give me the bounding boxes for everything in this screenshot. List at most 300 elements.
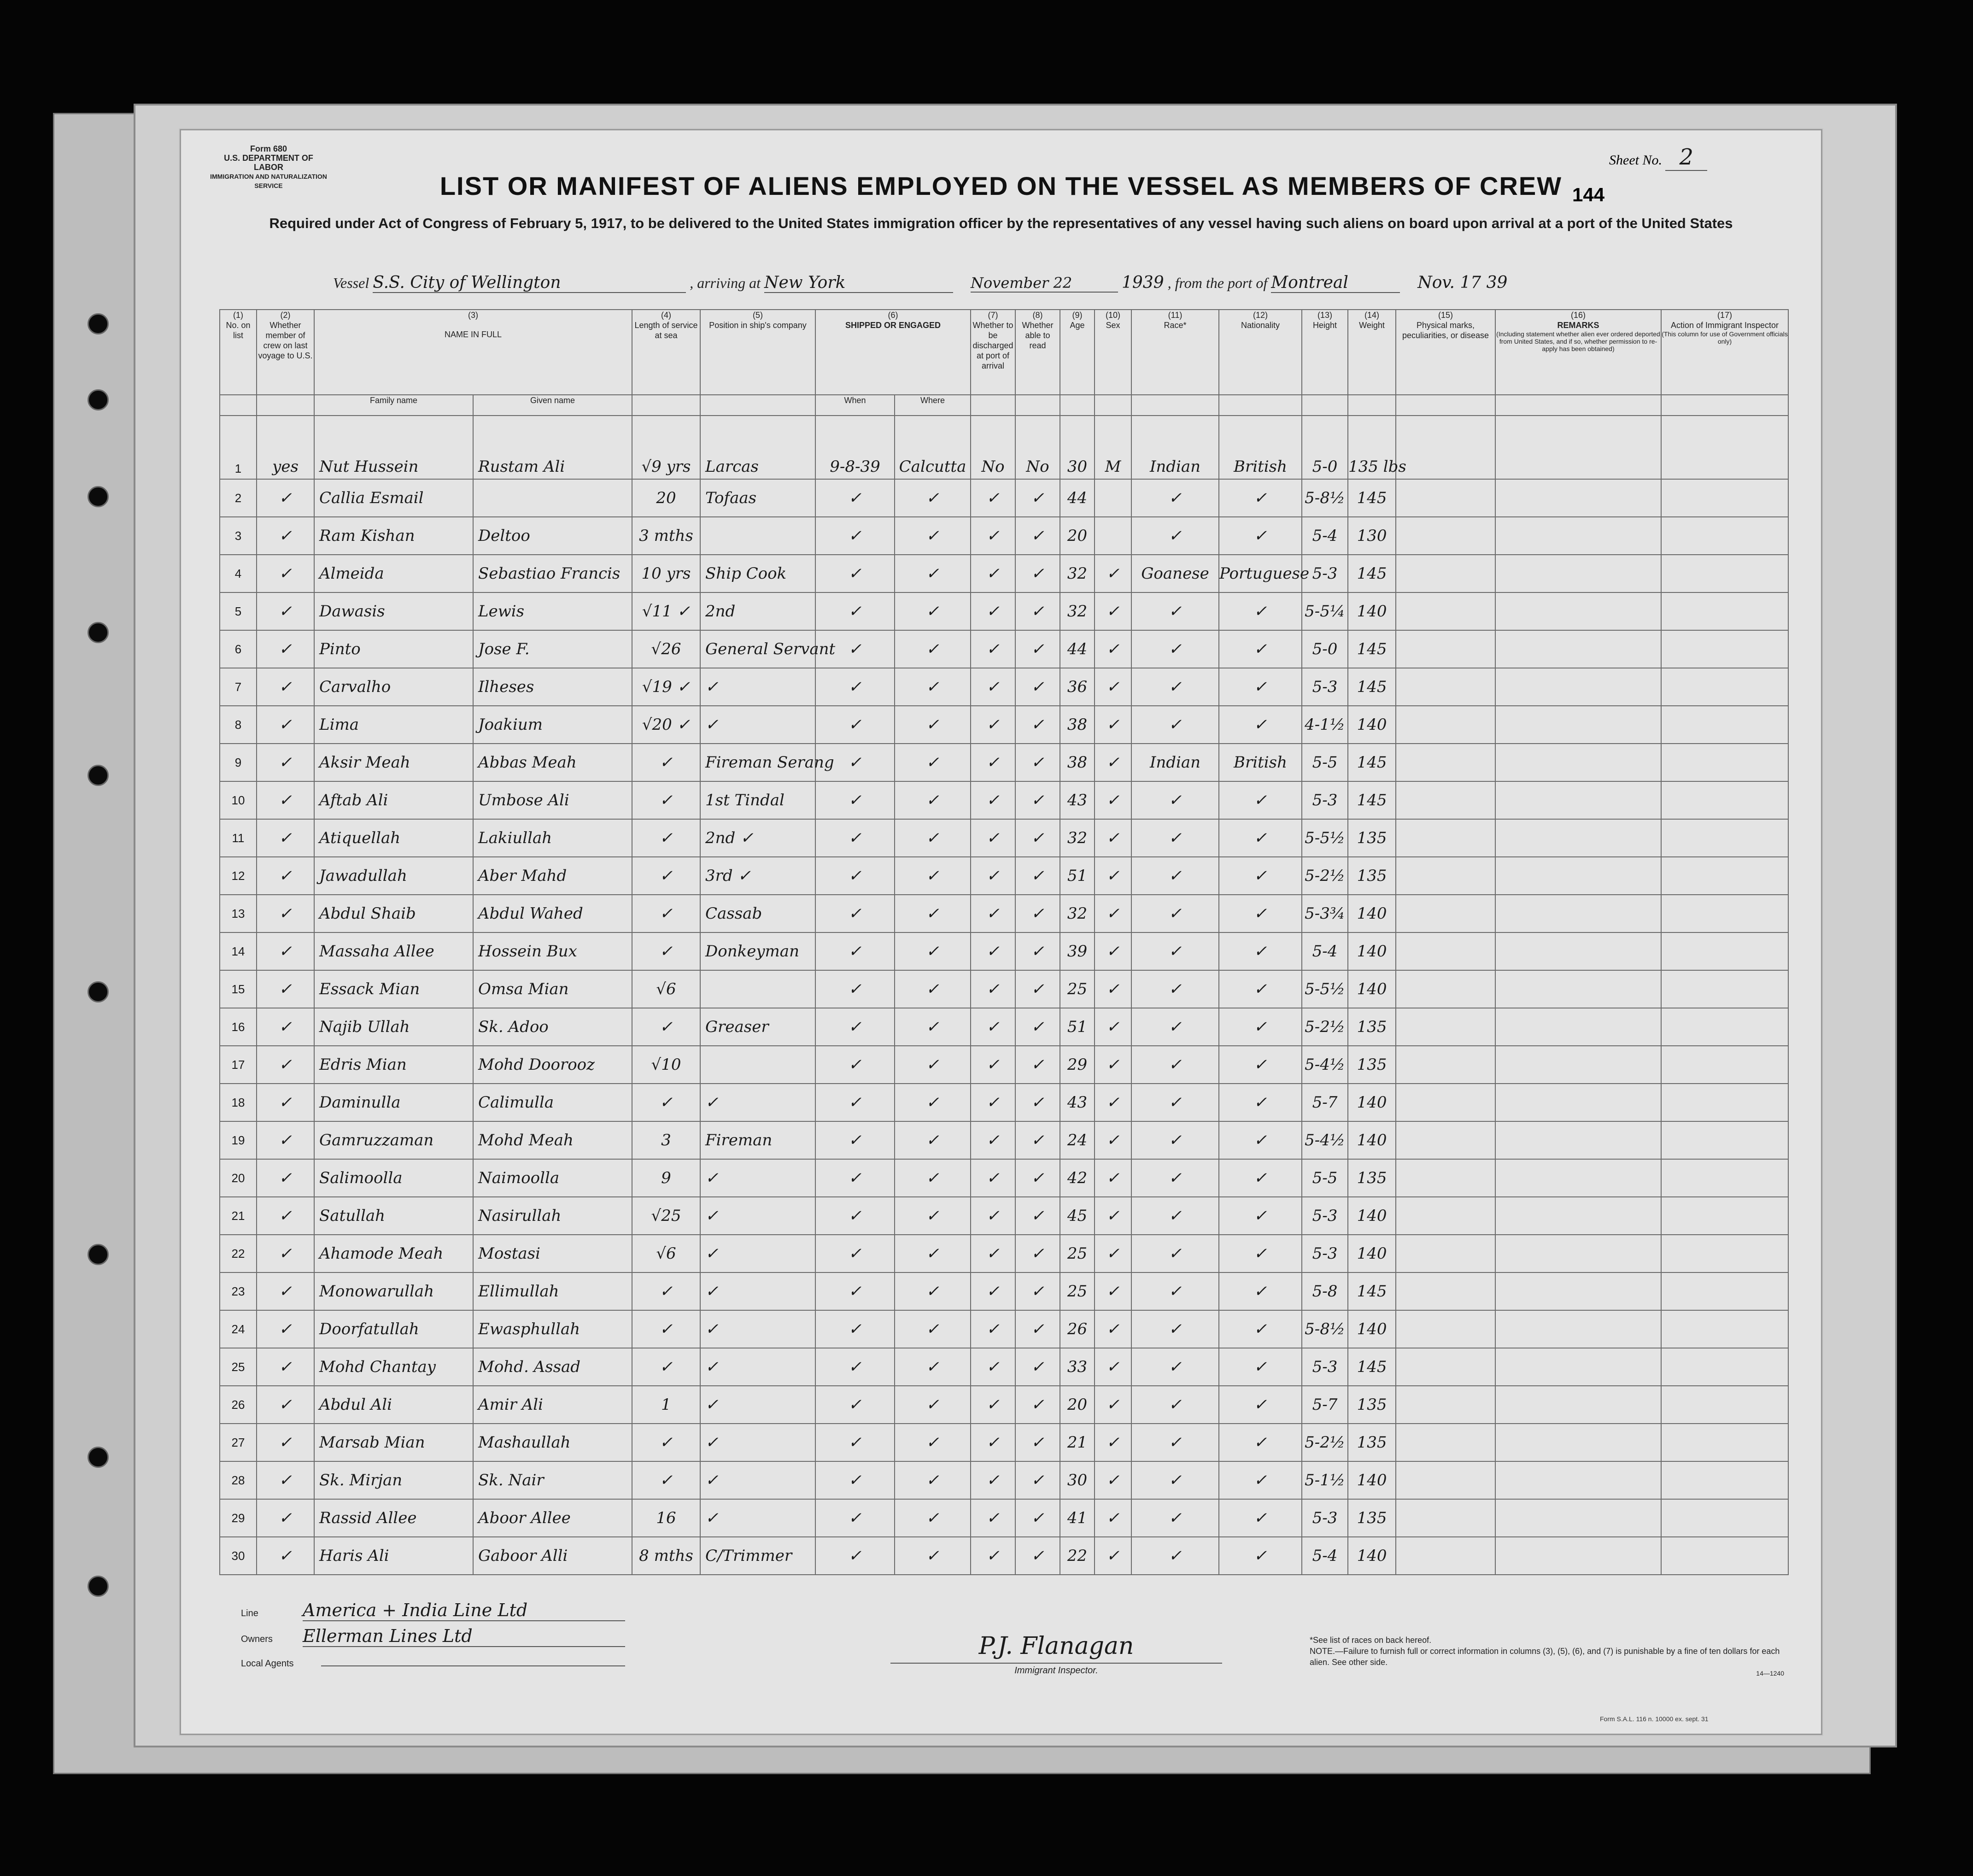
cell-nat: ✓ — [1219, 1499, 1302, 1537]
table-row — [220, 1348, 1788, 1386]
cell-read: ✓ — [1015, 630, 1060, 668]
cell-height: 5-2½ — [1302, 857, 1348, 895]
cell-prev: ✓ — [257, 895, 314, 932]
cell-read: ✓ — [1015, 819, 1060, 857]
cell-where: ✓ — [895, 819, 971, 857]
cell-age: 32 — [1060, 555, 1095, 592]
cell-nat: ✓ — [1219, 630, 1302, 668]
cell-given: Calimulla — [473, 1084, 632, 1121]
cell-height: 5-5½ — [1302, 970, 1348, 1008]
cell-service: 9 — [632, 1159, 700, 1197]
cell-sex: ✓ — [1095, 895, 1131, 932]
cell-family: Carvalho — [314, 668, 473, 706]
cell-age: 25 — [1060, 1272, 1095, 1310]
cell-where: Calcutta — [895, 416, 971, 479]
cell-family: Haris Ali — [314, 1537, 473, 1575]
table-row — [220, 970, 1788, 1008]
cell-sex: ✓ — [1095, 592, 1131, 630]
cell-height: 5-3 — [1302, 1348, 1348, 1386]
cell-where: ✓ — [895, 592, 971, 630]
cell-empty — [1495, 1084, 1661, 1121]
cell-prev: ✓ — [257, 970, 314, 1008]
cell-family: Gamruzzaman — [314, 1121, 473, 1159]
col-header-weight: (14) Weight — [1348, 310, 1396, 395]
local-agents-label: Local Agents — [241, 1659, 294, 1669]
line-value: America + India Line Ltd — [303, 1600, 625, 1621]
cell-when: ✓ — [815, 668, 895, 706]
cell-prev: ✓ — [257, 1424, 314, 1461]
cell-empty — [1396, 1424, 1495, 1461]
cell-n: 21 — [220, 1197, 257, 1235]
cell-disch: ✓ — [971, 1499, 1015, 1537]
cell-given: Ewasphullah — [473, 1310, 632, 1348]
cell-position: ✓ — [700, 1499, 815, 1537]
cell-when: ✓ — [815, 479, 895, 517]
cell-disch: ✓ — [971, 819, 1015, 857]
cell-disch: ✓ — [971, 1386, 1015, 1424]
cell-empty — [1661, 517, 1788, 555]
cell-empty — [1396, 479, 1495, 517]
cell-nat: ✓ — [1219, 1046, 1302, 1084]
cell-weight: 140 — [1348, 1084, 1396, 1121]
cell-when: ✓ — [815, 1046, 895, 1084]
cell-position: Greaser — [700, 1008, 815, 1046]
cell-where: ✓ — [895, 1537, 971, 1575]
cell-race: ✓ — [1131, 1461, 1219, 1499]
cell-where: ✓ — [895, 781, 971, 819]
col-header-physical-marks: (15) Physical marks, peculiarities, or disease — [1396, 310, 1495, 395]
cell-sex: ✓ — [1095, 1121, 1131, 1159]
cell-where: ✓ — [895, 1121, 971, 1159]
cell-weight: 140 — [1348, 706, 1396, 744]
cell-service: √10 — [632, 1046, 700, 1084]
cell-sex: ✓ — [1095, 1386, 1131, 1424]
cell-sex: ✓ — [1095, 668, 1131, 706]
cell-read: ✓ — [1015, 517, 1060, 555]
binder-hole — [88, 313, 109, 334]
cell-empty — [1495, 1461, 1661, 1499]
cell-sex: ✓ — [1095, 555, 1131, 592]
arriving-port: New York — [764, 273, 953, 293]
cell-nat: ✓ — [1219, 819, 1302, 857]
owners-value: Ellerman Lines Ltd — [303, 1626, 625, 1647]
form-title: LIST OR MANIFEST OF ALIENS EMPLOYED ON THE VESSEL AS MEMBERS OF CREW — [439, 171, 1563, 200]
cell-age: 30 — [1060, 1461, 1095, 1499]
cell-weight: 140 — [1348, 592, 1396, 630]
cell-empty — [1495, 1424, 1661, 1461]
cell-where: ✓ — [895, 1046, 971, 1084]
cell-family: Dawasis — [314, 592, 473, 630]
cell-empty — [1396, 1461, 1495, 1499]
cell-height: 5-3 — [1302, 1499, 1348, 1537]
cell-read: ✓ — [1015, 706, 1060, 744]
binder-hole — [88, 622, 109, 643]
cell-race: ✓ — [1131, 857, 1219, 895]
cell-sex: ✓ — [1095, 1499, 1131, 1537]
cell-empty — [1396, 970, 1495, 1008]
cell-height: 5-3 — [1302, 1235, 1348, 1272]
cell-disch: ✓ — [971, 1121, 1015, 1159]
cell-age: 21 — [1060, 1424, 1095, 1461]
cell-disch: ✓ — [971, 1272, 1015, 1310]
cell-empty — [1661, 1159, 1788, 1197]
cell-nat: ✓ — [1219, 1537, 1302, 1575]
col-header-remarks: (16) REMARKS (Including statement whether alien ever ordered deported from United States, and if so, whether permission to re-apply has been obtained) — [1495, 310, 1661, 395]
cell-read: ✓ — [1015, 932, 1060, 970]
cell-empty — [1661, 479, 1788, 517]
cell-prev: ✓ — [257, 1537, 314, 1575]
table-row — [220, 1310, 1788, 1348]
cell-empty — [1396, 1159, 1495, 1197]
binder-hole — [88, 765, 109, 786]
cell-where: ✓ — [895, 1348, 971, 1386]
cell-sex: ✓ — [1095, 1348, 1131, 1386]
form-number: Form 680 — [250, 144, 287, 153]
cell-family: Massaha Allee — [314, 932, 473, 970]
cell-empty — [1661, 1424, 1788, 1461]
sheet-label: Sheet No. — [1609, 152, 1662, 168]
cell-n: 23 — [220, 1272, 257, 1310]
cell-age: 25 — [1060, 970, 1095, 1008]
cell-sex: ✓ — [1095, 1537, 1131, 1575]
cell-given: Aboor Allee — [473, 1499, 632, 1537]
cell-when: 9-8-39 — [815, 416, 895, 479]
col-header-family-name: Family name — [314, 395, 473, 416]
cell-nat: British — [1219, 744, 1302, 781]
cell-nat: ✓ — [1219, 1084, 1302, 1121]
cell-when: ✓ — [815, 1197, 895, 1235]
cell-when: ✓ — [815, 630, 895, 668]
cell-where: ✓ — [895, 706, 971, 744]
cell-race: ✓ — [1131, 819, 1219, 857]
cell-n: 27 — [220, 1424, 257, 1461]
cell-where: ✓ — [895, 1197, 971, 1235]
footer-line-info — [241, 1600, 794, 1677]
cell-read: ✓ — [1015, 781, 1060, 819]
cell-sex: ✓ — [1095, 932, 1131, 970]
cell-prev: ✓ — [257, 1235, 314, 1272]
cell-race: ✓ — [1131, 1046, 1219, 1084]
cell-weight: 130 — [1348, 517, 1396, 555]
cell-empty — [1495, 895, 1661, 932]
cell-empty — [1396, 1197, 1495, 1235]
cell-empty — [1661, 1235, 1788, 1272]
cell-empty — [1495, 592, 1661, 630]
cell-sex: ✓ — [1095, 819, 1131, 857]
cell-disch: ✓ — [971, 744, 1015, 781]
cell-empty — [1661, 668, 1788, 706]
cell-n: 1 — [220, 416, 257, 479]
cell-empty — [1396, 1272, 1495, 1310]
cell-position: ✓ — [700, 1235, 815, 1272]
cell-n: 14 — [220, 932, 257, 970]
sheet-number-area — [1609, 144, 1707, 170]
cell-empty — [1495, 744, 1661, 781]
cell-empty — [1495, 1310, 1661, 1348]
cell-given: Aber Mahd — [473, 857, 632, 895]
cell-height: 5-4 — [1302, 517, 1348, 555]
cell-height: 5-5 — [1302, 744, 1348, 781]
cell-service: 1 — [632, 1386, 700, 1424]
cell-position: ✓ — [700, 668, 815, 706]
cell-sex: ✓ — [1095, 630, 1131, 668]
cell-service: ✓ — [632, 744, 700, 781]
departure-date: Nov. 17 39 — [1417, 273, 1508, 292]
cell-empty — [1661, 1121, 1788, 1159]
cell-empty — [1495, 668, 1661, 706]
cell-when: ✓ — [815, 895, 895, 932]
cell-height: 5-1½ — [1302, 1461, 1348, 1499]
cell-read: ✓ — [1015, 1272, 1060, 1310]
col-header-height: (13) Height — [1302, 310, 1348, 395]
cell-disch: ✓ — [971, 668, 1015, 706]
cell-prev: ✓ — [257, 744, 314, 781]
cell-service: 8 mths — [632, 1537, 700, 1575]
table-row — [220, 706, 1788, 744]
cell-weight: 140 — [1348, 1310, 1396, 1348]
cell-prev: ✓ — [257, 932, 314, 970]
cell-where: ✓ — [895, 1272, 971, 1310]
cell-height: 5-7 — [1302, 1084, 1348, 1121]
cell-disch: ✓ — [971, 1159, 1015, 1197]
table-row — [220, 1121, 1788, 1159]
cell-position — [700, 970, 815, 1008]
cell-empty — [1396, 1348, 1495, 1386]
cell-position: Tofaas — [700, 479, 815, 517]
col-header-given-name: Given name — [473, 395, 632, 416]
cell-position — [700, 1046, 815, 1084]
cell-race: ✓ — [1131, 479, 1219, 517]
cell-sex: ✓ — [1095, 781, 1131, 819]
cell-disch: ✓ — [971, 1084, 1015, 1121]
cell-empty — [1495, 857, 1661, 895]
cell-age: 38 — [1060, 744, 1095, 781]
print-code: 14—1240 — [1756, 1670, 1784, 1677]
cell-sex: ✓ — [1095, 1461, 1131, 1499]
cell-weight: 135 — [1348, 1499, 1396, 1537]
cell-n: 15 — [220, 970, 257, 1008]
cell-height: 5-2½ — [1302, 1424, 1348, 1461]
cell-height: 5-4 — [1302, 1537, 1348, 1575]
cell-weight: 140 — [1348, 1235, 1396, 1272]
cell-position: ✓ — [700, 1084, 815, 1121]
cell-where: ✓ — [895, 1461, 971, 1499]
cell-where: ✓ — [895, 744, 971, 781]
cell-given: Mohd. Assad — [473, 1348, 632, 1386]
cell-where: ✓ — [895, 668, 971, 706]
cell-prev: ✓ — [257, 1084, 314, 1121]
cell-read: ✓ — [1015, 857, 1060, 895]
cell-given: Mohd Doorooz — [473, 1046, 632, 1084]
table-row — [220, 895, 1788, 932]
cell-nat: Portuguese — [1219, 555, 1302, 592]
cell-disch: ✓ — [971, 479, 1015, 517]
inspector-label: Immigrant Inspector. — [1014, 1665, 1098, 1676]
cell-height: 5-7 — [1302, 1386, 1348, 1424]
cell-empty — [1495, 1272, 1661, 1310]
cell-position: 2nd — [700, 592, 815, 630]
cell-n: 2 — [220, 479, 257, 517]
cell-position: Fireman — [700, 1121, 815, 1159]
col-header-race: (11) Race* — [1131, 310, 1219, 395]
cell-family: Edris Mian — [314, 1046, 473, 1084]
cell-disch: ✓ — [971, 1310, 1015, 1348]
manifest-page — [180, 129, 1822, 1735]
cell-weight: 140 — [1348, 1537, 1396, 1575]
from-port: Montreal — [1271, 273, 1400, 293]
cell-empty — [1396, 1084, 1495, 1121]
cell-weight: 140 — [1348, 1461, 1396, 1499]
cell-position: ✓ — [700, 1461, 815, 1499]
cell-read: ✓ — [1015, 1159, 1060, 1197]
cell-given: Lakiullah — [473, 819, 632, 857]
cell-nat: ✓ — [1219, 895, 1302, 932]
local-agents-value — [321, 1652, 625, 1666]
cell-read: ✓ — [1015, 1537, 1060, 1575]
table-row — [220, 668, 1788, 706]
cell-given: Umbose Ali — [473, 781, 632, 819]
table-row — [220, 1424, 1788, 1461]
cell-disch: ✓ — [971, 1235, 1015, 1272]
cell-where: ✓ — [895, 555, 971, 592]
cell-height: 5-0 — [1302, 630, 1348, 668]
cell-prev: ✓ — [257, 1159, 314, 1197]
cell-where: ✓ — [895, 857, 971, 895]
cell-empty — [1495, 517, 1661, 555]
cell-where: ✓ — [895, 1424, 971, 1461]
cell-empty — [1396, 932, 1495, 970]
binder-hole — [88, 486, 109, 507]
cell-service: √20 ✓ — [632, 706, 700, 744]
cell-family: Almeida — [314, 555, 473, 592]
cell-disch: ✓ — [971, 1197, 1015, 1235]
cell-age: 45 — [1060, 1197, 1095, 1235]
cell-weight: 135 lbs — [1348, 416, 1396, 479]
cell-when: ✓ — [815, 857, 895, 895]
cell-age: 43 — [1060, 1084, 1095, 1121]
binder-hole — [88, 389, 109, 410]
cell-prev: yes — [257, 416, 314, 479]
cell-n: 16 — [220, 1008, 257, 1046]
footer-notes — [1310, 1635, 1784, 1679]
cell-given: Hossein Bux — [473, 932, 632, 970]
cell-when: ✓ — [815, 1235, 895, 1272]
cell-prev: ✓ — [257, 1310, 314, 1348]
cell-sex: ✓ — [1095, 1424, 1131, 1461]
cell-n: 24 — [220, 1310, 257, 1348]
cell-position: ✓ — [700, 1310, 815, 1348]
cell-weight: 135 — [1348, 1386, 1396, 1424]
vessel-name: S.S. City of Wellington — [373, 273, 686, 293]
cell-position: ✓ — [700, 1348, 815, 1386]
cell-disch: ✓ — [971, 1424, 1015, 1461]
cell-read: ✓ — [1015, 1235, 1060, 1272]
table-row — [220, 1008, 1788, 1046]
binder-hole — [88, 981, 109, 1002]
cell-age: 20 — [1060, 517, 1095, 555]
cell-empty — [1396, 744, 1495, 781]
cell-service: ✓ — [632, 819, 700, 857]
cell-empty — [1495, 1348, 1661, 1386]
cell-read: ✓ — [1015, 1499, 1060, 1537]
cell-disch: ✓ — [971, 555, 1015, 592]
table-row — [220, 416, 1788, 479]
cell-when: ✓ — [815, 1310, 895, 1348]
table-row — [220, 592, 1788, 630]
table-row — [220, 1461, 1788, 1499]
penalty-note: NOTE.—Failure to furnish full or correct information in columns (3), (5), (6), and (7) is punishable by a fine of ten dollars for each alien. See other side. — [1310, 1647, 1780, 1667]
cell-given: Abbas Meah — [473, 744, 632, 781]
cell-weight: 140 — [1348, 932, 1396, 970]
table-row — [220, 1159, 1788, 1197]
cell-height: 5-4½ — [1302, 1121, 1348, 1159]
cell-service: ✓ — [632, 857, 700, 895]
cell-race: ✓ — [1131, 668, 1219, 706]
cell-disch: ✓ — [971, 895, 1015, 932]
cell-age: 32 — [1060, 895, 1095, 932]
cell-position: ✓ — [700, 1386, 815, 1424]
cell-prev: ✓ — [257, 857, 314, 895]
owners-label: Owners — [241, 1634, 273, 1644]
cell-given: Rustam Ali — [473, 416, 632, 479]
binder-hole — [88, 1244, 109, 1265]
cell-weight: 145 — [1348, 744, 1396, 781]
cell-where: ✓ — [895, 1499, 971, 1537]
cell-nat: ✓ — [1219, 1461, 1302, 1499]
cell-position: General Servant — [700, 630, 815, 668]
cell-empty — [1661, 932, 1788, 970]
cell-weight: 135 — [1348, 857, 1396, 895]
col-header-where: Where — [895, 395, 971, 416]
col-header-read: (8) Whether able to read — [1015, 310, 1060, 395]
cell-race: Goanese — [1131, 555, 1219, 592]
cell-position — [700, 517, 815, 555]
cell-disch: ✓ — [971, 1046, 1015, 1084]
cell-family: Pinto — [314, 630, 473, 668]
cell-race: ✓ — [1131, 1537, 1219, 1575]
cell-empty — [1396, 1235, 1495, 1272]
cell-when: ✓ — [815, 970, 895, 1008]
sheet-number: 2 — [1665, 144, 1707, 171]
cell-age: 51 — [1060, 1008, 1095, 1046]
cell-given: Sk. Adoo — [473, 1008, 632, 1046]
cell-empty — [1495, 819, 1661, 857]
cell-n: 7 — [220, 668, 257, 706]
binder-hole — [88, 1447, 109, 1468]
cell-empty — [1495, 1159, 1661, 1197]
cell-read: ✓ — [1015, 895, 1060, 932]
cell-empty — [1495, 1121, 1661, 1159]
cell-position: 1st Tindal — [700, 781, 815, 819]
cell-when: ✓ — [815, 932, 895, 970]
cell-n: 20 — [220, 1159, 257, 1197]
cell-nat: ✓ — [1219, 517, 1302, 555]
cell-age: 42 — [1060, 1159, 1095, 1197]
cell-nat: ✓ — [1219, 1121, 1302, 1159]
cell-sex: ✓ — [1095, 1272, 1131, 1310]
stamp-number: 144 — [1572, 184, 1605, 205]
cell-nat: ✓ — [1219, 1008, 1302, 1046]
cell-height: 5-5 — [1302, 1159, 1348, 1197]
cell-nat: ✓ — [1219, 932, 1302, 970]
cell-read: ✓ — [1015, 479, 1060, 517]
cell-empty — [1396, 819, 1495, 857]
cell-family: Najib Ullah — [314, 1008, 473, 1046]
table-row — [220, 1272, 1788, 1310]
cell-sex — [1095, 479, 1131, 517]
cell-nat: ✓ — [1219, 1348, 1302, 1386]
cell-race: ✓ — [1131, 1008, 1219, 1046]
